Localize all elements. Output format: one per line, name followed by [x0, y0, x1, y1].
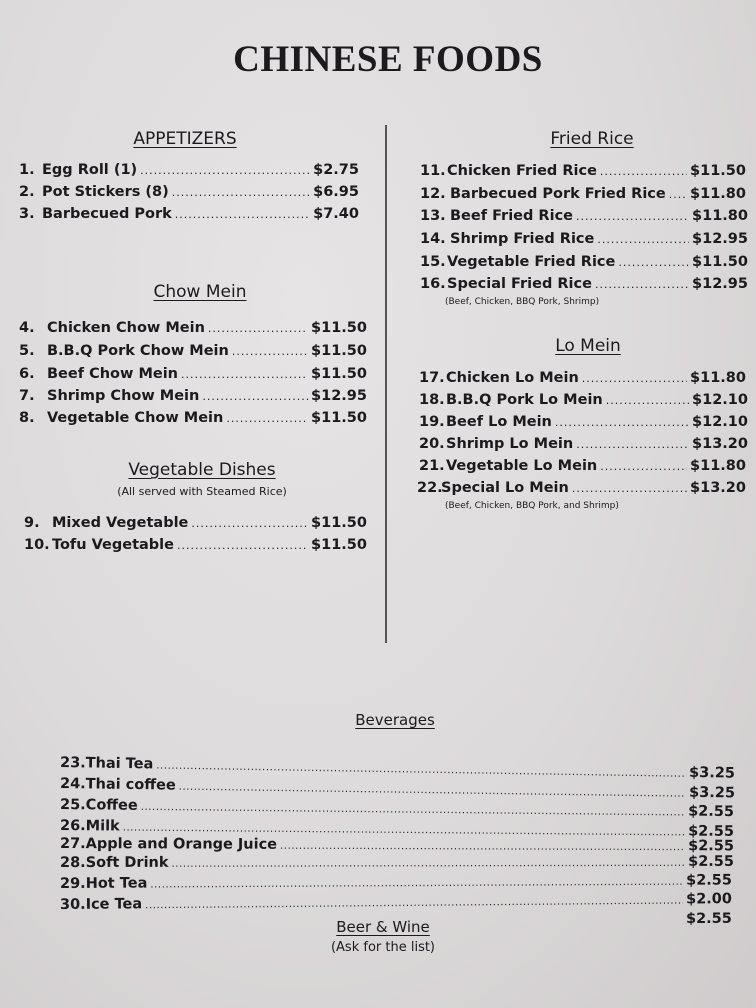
- item-price: $2.55: [686, 872, 733, 889]
- column-divider: [385, 125, 387, 643]
- dot-leader: [172, 858, 686, 870]
- item-number: 4.: [19, 320, 35, 336]
- dot-leader: [576, 210, 689, 223]
- item-number: 20.: [419, 436, 445, 452]
- item-price: $12.95: [311, 388, 367, 404]
- item-number: 27.: [59, 836, 86, 853]
- vegetable-dishes-heading: Vegetable Dishes: [128, 460, 276, 480]
- item-name: Pot Stickers (8): [42, 184, 169, 200]
- item-price: $2.55: [688, 803, 735, 821]
- item-name: B.B.Q Pork Lo Mein: [446, 392, 603, 408]
- item-name: Vegetable Chow Mein: [47, 410, 224, 426]
- item-price: $2.75: [313, 162, 359, 178]
- item-name: Shrimp Chow Mein: [47, 388, 200, 404]
- item-price: $2.00: [686, 891, 733, 908]
- fried-rice-heading: Fried Rice: [550, 129, 634, 149]
- item-number: 9.: [24, 515, 40, 531]
- item-number: 25.: [59, 797, 86, 814]
- item-number: 5.: [19, 343, 35, 359]
- dot-leader: [669, 188, 687, 201]
- item-number: 13.: [420, 208, 446, 224]
- item-number: 8.: [19, 410, 35, 426]
- beverage-extra-price: $2.55: [686, 911, 732, 927]
- menu-item: [24, 537, 367, 559]
- menu-item: [417, 480, 746, 502]
- dot-leader: [175, 208, 310, 221]
- item-number: 3.: [19, 206, 35, 222]
- item-number: 28.: [59, 854, 86, 871]
- menu-item: [24, 515, 367, 537]
- item-price: $11.50: [311, 410, 367, 426]
- item-price: $12.95: [692, 231, 748, 247]
- item-name: Hot Tea: [85, 875, 148, 892]
- menu-item: [19, 320, 367, 342]
- beverages-heading: Beverages: [355, 711, 435, 729]
- item-number: 30.: [59, 896, 86, 913]
- item-number: 11.: [420, 163, 446, 179]
- dot-leader: [191, 517, 308, 530]
- item-name: Chicken Lo Mein: [446, 370, 579, 386]
- beverage-item: [60, 891, 732, 919]
- vegetable-note: (All served with Steamed Rice): [117, 485, 287, 498]
- item-price: $11.50: [311, 366, 367, 382]
- item-price: $11.50: [692, 254, 748, 270]
- item-price: $2.55: [688, 853, 735, 870]
- item-name: Vegetable Fried Rice: [447, 254, 616, 270]
- dot-leader: [606, 394, 689, 407]
- beer-wine-heading: Beer & Wine: [336, 918, 430, 936]
- item-name: Coffee: [85, 797, 138, 814]
- item-price: $11.80: [690, 186, 746, 202]
- item-number: 18.: [419, 392, 445, 408]
- item-price: $11.80: [692, 208, 748, 224]
- item-name: Barbecued Pork Fried Rice: [450, 186, 666, 202]
- item-number: 21.: [419, 458, 445, 474]
- dot-leader: [141, 802, 685, 819]
- item-number: 19.: [419, 414, 445, 430]
- menu-item: [19, 162, 359, 184]
- item-price: $11.50: [311, 320, 367, 336]
- item-number: 17.: [419, 370, 445, 386]
- item-number: 10.: [24, 537, 50, 553]
- item-name: Thai coffee: [85, 776, 176, 794]
- item-number: 12.: [420, 186, 446, 202]
- item-name: Special Fried Rice: [447, 276, 592, 292]
- menu-item: [419, 436, 748, 458]
- item-price: $11.50: [311, 343, 367, 359]
- item-name: Beef Lo Mein: [446, 414, 552, 430]
- item-name: Milk: [85, 818, 120, 835]
- item-price: $13.20: [690, 480, 746, 496]
- dot-leader: [280, 841, 685, 853]
- item-number: 14.: [420, 231, 446, 247]
- item-price: $6.95: [313, 184, 359, 200]
- dot-leader: [181, 368, 308, 381]
- dot-leader: [226, 412, 308, 425]
- item-name: Vegetable Lo Mein: [446, 458, 598, 474]
- item-number: 24.: [59, 776, 86, 793]
- fried-rice-subnote: (Beef, Chicken, BBQ Pork, Shrimp): [445, 297, 600, 307]
- menu-item: [419, 370, 746, 392]
- dot-leader: [177, 539, 308, 552]
- item-price: $11.80: [690, 458, 746, 474]
- menu-item: [419, 458, 746, 480]
- chow-mein-heading: Chow Mein: [153, 282, 247, 302]
- menu-item: [420, 254, 748, 276]
- item-number: 29.: [59, 875, 86, 892]
- item-number: 22.: [417, 480, 443, 496]
- item-name: Barbecued Pork: [42, 206, 172, 222]
- menu-item: [19, 410, 367, 432]
- menu-item: [419, 414, 748, 436]
- dot-leader: [572, 482, 687, 495]
- dot-leader: [208, 322, 308, 335]
- item-price: $11.50: [311, 515, 367, 531]
- item-number: 15.: [420, 254, 446, 270]
- menu-item: [420, 231, 748, 253]
- menu-item: [420, 186, 746, 208]
- item-name: Thai Tea: [85, 755, 154, 773]
- item-name: Soft Drink: [85, 854, 169, 871]
- dot-leader: [202, 390, 308, 403]
- item-price: $2.55: [688, 838, 735, 855]
- item-name: Apple and Orange Juice: [85, 836, 278, 853]
- lo-mein-heading: Lo Mein: [555, 336, 621, 356]
- item-number: 1.: [19, 162, 35, 178]
- item-price: $12.95: [692, 276, 748, 292]
- item-price: $11.50: [311, 537, 367, 553]
- dot-leader: [600, 165, 687, 178]
- item-number: 23.: [59, 755, 86, 772]
- item-price: $12.10: [692, 414, 748, 430]
- item-name: Mixed Vegetable: [52, 515, 189, 531]
- item-price: $12.10: [692, 392, 748, 408]
- menu-item: [19, 184, 359, 206]
- dot-leader: [179, 782, 687, 800]
- item-price: $3.25: [688, 764, 736, 782]
- dot-leader: [172, 186, 310, 199]
- item-price: $11.80: [690, 370, 746, 386]
- menu-item: [19, 366, 367, 388]
- item-price: $7.40: [313, 206, 359, 222]
- item-name: Shrimp Fried Rice: [450, 231, 595, 247]
- menu-item: [19, 206, 359, 228]
- dot-leader: [595, 278, 689, 291]
- dot-leader: [618, 256, 689, 269]
- menu-item: [420, 163, 746, 185]
- menu-title: CHINESE FOODS: [233, 39, 543, 80]
- item-number: 26.: [59, 818, 86, 835]
- item-name: Ice Tea: [85, 896, 143, 913]
- dot-leader: [145, 896, 683, 912]
- dot-leader: [140, 164, 310, 177]
- item-name: Tofu Vegetable: [52, 537, 174, 553]
- dot-leader: [150, 877, 683, 891]
- menu-item: [19, 343, 367, 365]
- item-price: $11.50: [690, 163, 746, 179]
- dot-leader: [576, 438, 689, 451]
- menu-item: [420, 276, 748, 298]
- item-name: Shrimp Lo Mein: [446, 436, 574, 452]
- item-price: $13.20: [692, 436, 748, 452]
- beer-wine-note: (Ask for the list): [330, 940, 436, 955]
- dot-leader: [156, 761, 686, 780]
- item-name: Beef Fried Rice: [450, 208, 574, 224]
- appetizers-heading: APPETIZERS: [133, 129, 237, 149]
- dot-leader: [600, 460, 687, 473]
- item-number: 7.: [19, 388, 35, 404]
- dot-leader: [555, 416, 689, 429]
- item-name: Beef Chow Mein: [47, 366, 179, 382]
- dot-leader: [232, 345, 308, 358]
- menu-item: [419, 392, 748, 414]
- item-name: Chicken Fried Rice: [447, 163, 597, 179]
- item-number: 16.: [420, 276, 446, 292]
- item-name: Egg Roll (1): [42, 162, 138, 178]
- dot-leader: [597, 233, 689, 246]
- item-number: 2.: [19, 184, 35, 200]
- menu-item: [420, 208, 748, 230]
- item-name: Chicken Chow Mein: [47, 320, 205, 336]
- lo-mein-subnote: (Beef, Chicken, BBQ Pork, and Shrimp): [445, 501, 619, 511]
- item-price: $3.25: [688, 784, 736, 802]
- menu-item: [19, 388, 367, 410]
- item-name: B.B.Q Pork Chow Mein: [47, 343, 229, 359]
- item-name: Special Lo Mein: [441, 480, 569, 496]
- dot-leader: [582, 372, 687, 385]
- item-price: $2.55: [688, 823, 735, 840]
- item-number: 6.: [19, 366, 35, 382]
